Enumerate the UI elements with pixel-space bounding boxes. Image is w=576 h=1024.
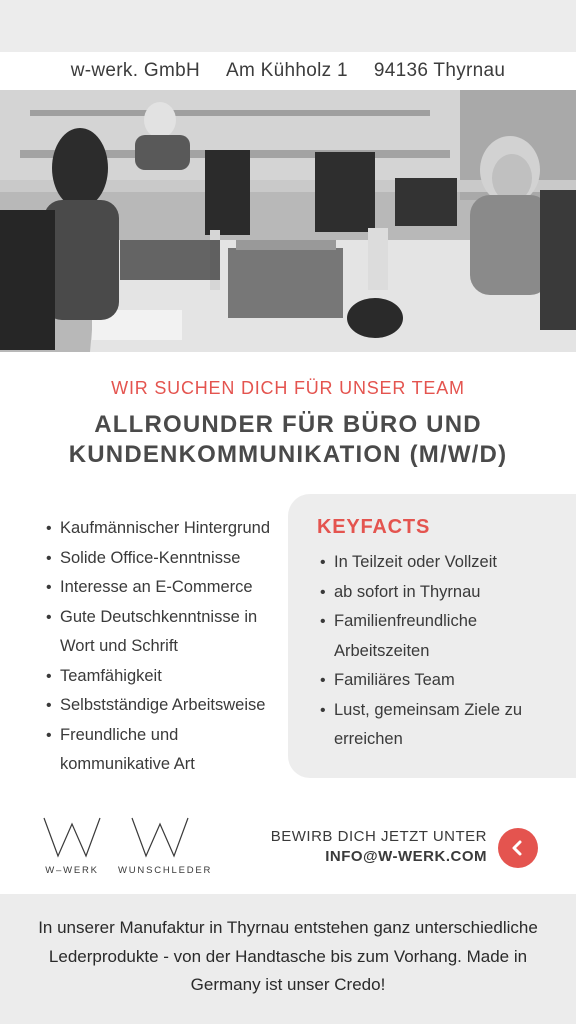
list-item: • In Teilzeit oder Vollzeit (318, 548, 568, 578)
w-werk-logo-label: W–WERK (45, 865, 99, 876)
wunschleder-logo (118, 816, 212, 876)
list-item: • Lust, gemeinsam Ziele zu erreichen (318, 696, 568, 755)
requirements-list (44, 514, 284, 780)
apply-line: BEWIRB DICH JETZT UNTER (270, 828, 487, 845)
footer (0, 894, 576, 1024)
job-title-line-1: ALLROUNDER FÜR BÜRO UND (94, 411, 482, 438)
w-werk-logo (42, 816, 102, 876)
job-title (0, 410, 576, 470)
apply-arrow-button[interactable] (498, 828, 538, 868)
wunschleder-logo-icon (118, 816, 202, 858)
address-bar (0, 52, 576, 90)
list-item: • Interesse an E-Commerce (44, 573, 284, 603)
list-item: • Teamfähigkeit (44, 662, 284, 692)
job-title-line-2: KUNDENKOMMUNIKATION (M/W/D) (68, 441, 508, 468)
city-address: 94136 Thyrnau (373, 60, 506, 81)
list-item: • Familienfreundliche Arbeitszeiten (318, 607, 568, 666)
list-item: • Gute Deutschkenntnisse in Wort und Schrift (44, 603, 284, 662)
footer-text: In unserer Manufaktur in Thyrnau entstehen ganz unterschiedliche Lederprodukte - von der Handtasche bis zum Vorhang. Made in Germany ist unser Credo! (38, 918, 538, 994)
list-item: • Selbstständige Arbeitsweise (44, 691, 284, 721)
keyfacts-title: KEYFACTS (317, 516, 431, 538)
wunschleder-logo-label: WUNSCHLEDER (118, 865, 213, 876)
office-photo (0, 90, 576, 352)
subtitle: WIR SUCHEN DICH FÜR UNSER TEAM (111, 378, 465, 398)
apply-email-link[interactable]: INFO@W-WERK.COM (325, 848, 487, 865)
company-name: w-werk. GmbH (70, 60, 200, 81)
list-item: • Familiäres Team (318, 666, 568, 696)
list-item: • Freundliche und kommunikative Art (44, 721, 284, 780)
list-item: • Solide Office-Kenntnisse (44, 544, 284, 574)
keyfacts-card (288, 494, 576, 778)
apply-text (271, 827, 487, 867)
street-address: Am Kühholz 1 (225, 60, 348, 81)
list-item: • Kaufmännischer Hintergrund (44, 514, 284, 544)
list-item: • ab sofort in Thyrnau (318, 578, 568, 608)
w-werk-logo-icon (42, 816, 102, 858)
main-content (0, 352, 576, 894)
top-margin (0, 0, 576, 52)
chevron-left-icon (509, 839, 527, 857)
keyfacts-list (318, 548, 568, 755)
